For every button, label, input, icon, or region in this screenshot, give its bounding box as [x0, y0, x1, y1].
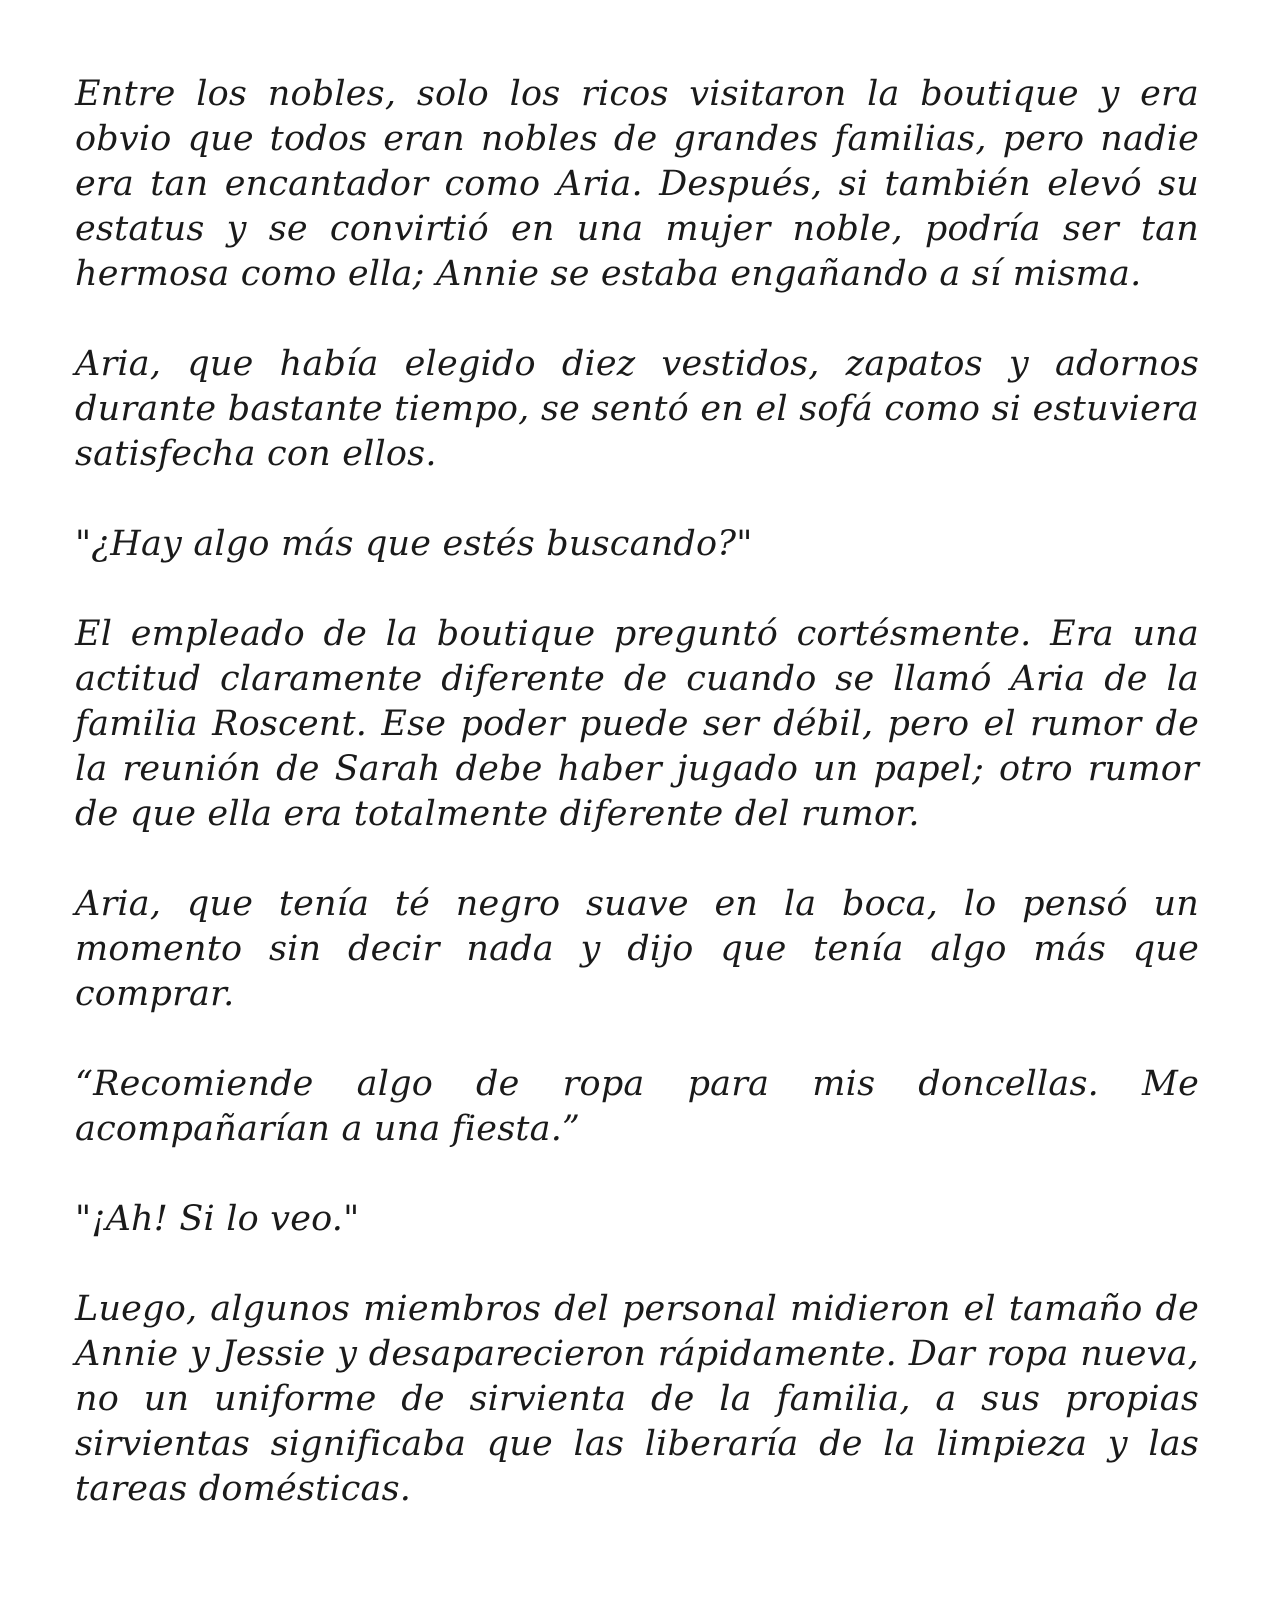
story-page — [75, 72, 1199, 1512]
narration-paragraph-3: El empleado de la boutique preguntó cortésmente. Era una actitud claramente diferente de cuando se llamó Aria de la familia Roscent. Ese poder puede ser débil, pero el rumor de la reunión de Sarah debe haber jugado un papel; otro rumor de que ella era totalmente diferente del rumor. — [75, 614, 1199, 834]
dialogue-line-3: "¡Ah! Si lo veo." — [75, 1199, 360, 1239]
narration-paragraph-5: Luego, algunos miembros del personal midieron el tamaño de Annie y Jessie y desaparecieron rápidamente. Dar ropa nueva, no un uniforme de sirvienta de la familia, a sus propias sirvientas significaba que las liberaría de la limpieza y las tareas domésticas. — [75, 1289, 1199, 1509]
narration-paragraph-4: Aria, que tenía té negro suave en la boca, lo pensó un momento sin decir nada y dijo que tenía algo más que comprar. — [75, 884, 1199, 1014]
narration-paragraph-2: Aria, que había elegido diez vestidos, zapatos y adornos durante bastante tiempo, se sentó en el sofá como si estuviera satisfecha con ellos. — [75, 344, 1199, 474]
dialogue-line-2: “Recomiende algo de ropa para mis doncellas. Me acompañarían a una fiesta.” — [75, 1064, 1199, 1149]
dialogue-line-1: "¿Hay algo más que estés buscando?" — [75, 524, 753, 564]
narration-paragraph-1: Entre los nobles, solo los ricos visitaron la boutique y era obvio que todos eran nobles de grandes familias, pero nadie era tan encantador como Aria. Después, si también elevó su estatus y se convirtió en una mujer noble, podría ser tan hermosa como ella; Annie se estaba engañando a sí misma. — [75, 74, 1199, 294]
